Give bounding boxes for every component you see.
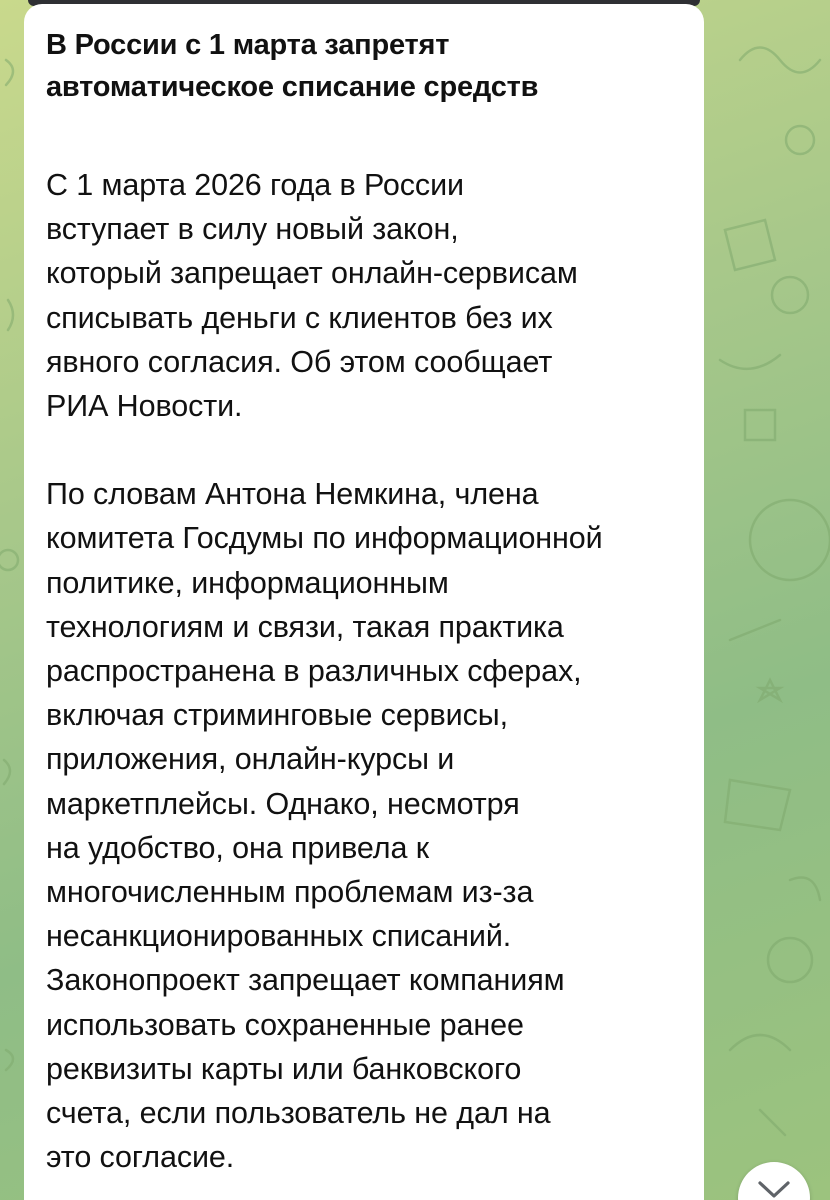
message-bubble [24, 4, 704, 1200]
post-paragraph-2: По словам Антона Немкина, члена комитета Госдумы по информационной политике, информационным технологиям и связи, такая практика распространена в различных сферах, включая стриминговые сервисы, приложения, онлайн-курсы и маркетплейсы. Однако, несмотря на удобство, она привела к многочисленным проблемам из-за несанкционированных списаний. Законопроект запрещает компаниям использовать сохраненные ранее реквизиты карты или банковского счета, если пользователь не дал на это согласие. [46, 477, 603, 1175]
chevron-down-icon [757, 1180, 791, 1200]
post-title: В России с 1 марта запретят автоматическое списание средств [46, 29, 539, 103]
post-paragraph-1: С 1 марта 2026 года в России вступает в силу новый закон, который запрещает онлайн-сервисам списывать деньги с клиентов без их явного согласия. Об этом сообщает РИА Новости. [46, 168, 578, 424]
